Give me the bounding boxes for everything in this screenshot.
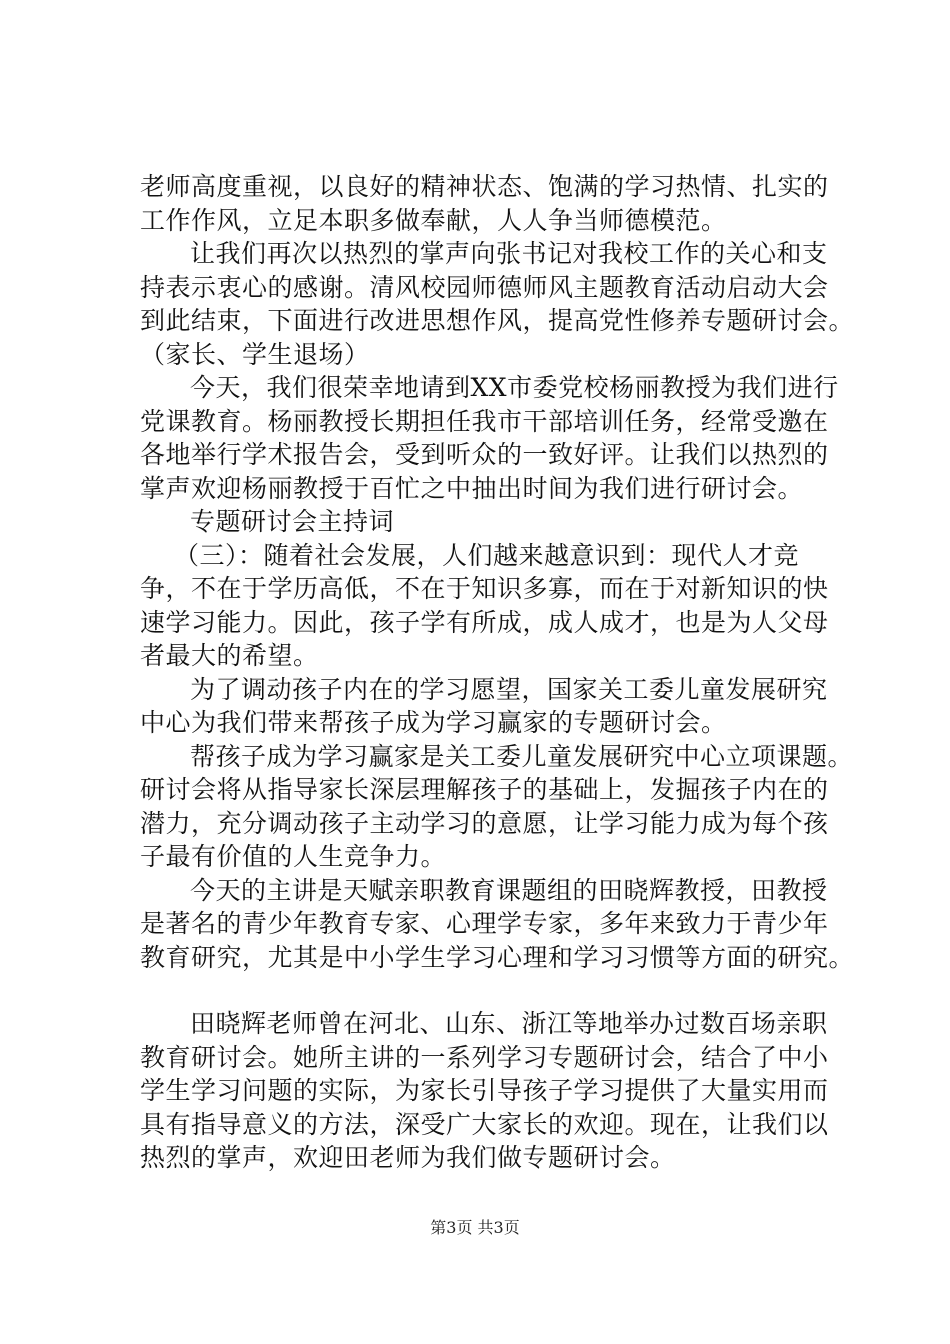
text-line: 速学习能力。因此，孩子学有所成，成人成才，也是为人父母 <box>140 607 829 637</box>
text-line: 是著名的青少年教育专家、心理学专家，多年来致力于青少年 <box>140 909 829 938</box>
text-line: 热烈的掌声，欢迎田老师为我们做专题研讨会。 <box>140 1143 676 1172</box>
text-line: 今天，我们很荣幸地请到XX市委党校杨丽教授为我们进行 <box>190 373 839 402</box>
text-line: 老师高度重视，以良好的精神状态、饱满的学习热情、扎实的 <box>140 172 829 201</box>
text-line: 让我们再次以热烈的掌声向张书记对我校工作的关心和支 <box>190 239 828 268</box>
text-line: 潜力，充分调动孩子主动学习的意愿，让学习能力成为每个孩 <box>140 808 829 838</box>
text-line: 今天的主讲是天赋亲职教育课题组的田晓辉教授，田教授 <box>190 875 828 905</box>
paragraph-gap <box>140 974 840 1007</box>
text-line: 教育研讨会。她所主讲的一系列学习专题研讨会，结合了中小 <box>140 1042 829 1072</box>
text-line: 学生学习问题的实际，为家长引导孩子学习提供了大量实用而 <box>140 1076 829 1105</box>
text-line: （三）：随着社会发展，人们越来越意识到：现代人才竞 <box>174 540 800 570</box>
document-body <box>140 170 855 1175</box>
text-line: 党课教育。杨丽教授长期担任我市干部培训任务，经常受邀在 <box>140 406 829 436</box>
text-line: 中心为我们带来帮孩子成为学习赢家的专题研讨会。 <box>140 708 727 737</box>
text-line: 掌声欢迎杨丽教授于百忙之中抽出时间为我们进行研讨会。 <box>140 473 804 503</box>
text-line: （家长、学生退场） <box>140 339 370 369</box>
text-line: 子最有价值的人生竞争力。 <box>140 842 447 871</box>
section-heading: 专题研讨会主持词 <box>190 507 395 536</box>
text-line: 到此结束，下面进行改进思想作风，提高党性修养专题研讨会。 <box>140 306 855 335</box>
page-number: 第3页 共3页 <box>430 1218 520 1237</box>
text-line: 各地举行学术报告会，受到听众的一致好评。让我们以热烈的 <box>140 440 829 469</box>
text-line: 持表示衷心的感谢。清风校园师德师风主题教育活动启动大会 <box>140 272 829 302</box>
text-line: 工作作风，立足本职多做奉献，人人争当师德模范。 <box>140 205 727 235</box>
text-line: 具有指导意义的方法，深受广大家长的欢迎。现在，让我们以 <box>140 1109 829 1139</box>
text-line: 争，不在于学历高低，不在于知识多寡，而在于对新知识的快 <box>140 574 829 603</box>
text-line: 研讨会将从指导家长深层理解孩子的基础上，发掘孩子内在的 <box>140 775 829 804</box>
text-line: 者最大的希望。 <box>140 641 319 670</box>
text-line: 田晓辉老师曾在河北、山东、浙江等地举办过数百场亲职 <box>190 1009 828 1038</box>
text-line: 为了调动孩子内在的学习愿望，国家关工委儿童发展研究 <box>190 674 828 704</box>
text-line: 教育研究，尤其是中小学生学习心理和学习习惯等方面的研究。 <box>140 942 855 972</box>
text-line: 帮孩子成为学习赢家是关工委儿童发展研究中心立项课题。 <box>190 741 854 771</box>
page-footer <box>0 1218 950 1238</box>
